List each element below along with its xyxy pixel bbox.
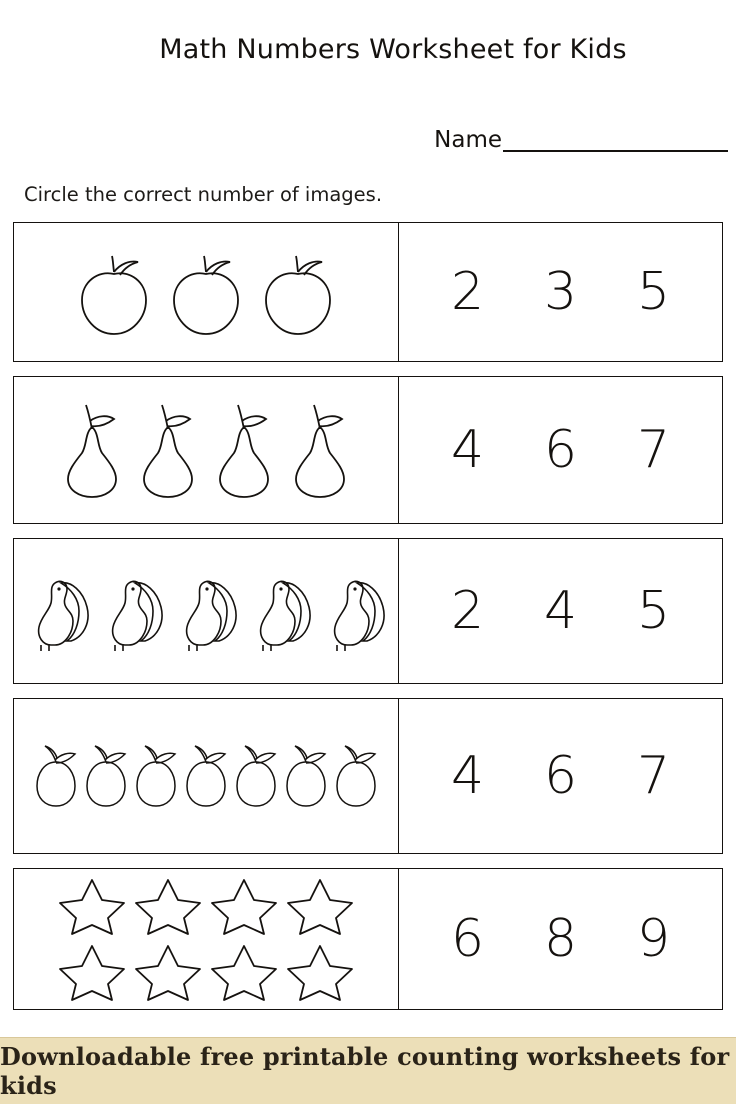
table-row [13, 868, 723, 1010]
option-number[interactable]: 4 [450, 420, 485, 480]
lemon-icon [81, 736, 131, 816]
squirrel-icon [169, 565, 243, 657]
download-banner [0, 1037, 736, 1104]
lemon-group [31, 736, 381, 816]
apple-icon [68, 242, 160, 342]
lemon-icon [231, 736, 281, 816]
pear-icon [282, 395, 358, 505]
options-cell [399, 869, 722, 1009]
apple-icon [252, 242, 344, 342]
images-cell [14, 699, 399, 853]
page-title: Math Numbers Worksheet for Kids [159, 34, 627, 65]
option-number[interactable]: 7 [636, 746, 671, 806]
pear-group [54, 395, 358, 505]
lemon-icon [181, 736, 231, 816]
option-number[interactable]: 4 [450, 746, 485, 806]
option-number[interactable]: 5 [636, 262, 671, 322]
options-cell [399, 223, 722, 361]
squirrel-icon [317, 565, 391, 657]
star-group [56, 874, 356, 1004]
squirrel-icon [95, 565, 169, 657]
star-icon [56, 874, 128, 938]
squirrel-group [21, 565, 391, 657]
option-number[interactable]: 5 [636, 581, 671, 641]
name-input-line[interactable] [503, 128, 728, 152]
question-rows [13, 222, 723, 1024]
images-cell [14, 539, 399, 683]
squirrel-icon [243, 565, 317, 657]
lemon-icon [31, 736, 81, 816]
squirrel-icon [21, 565, 95, 657]
lemon-icon [131, 736, 181, 816]
option-number[interactable]: 6 [543, 746, 578, 806]
option-number[interactable]: 2 [450, 262, 485, 322]
pear-icon [54, 395, 130, 505]
apple-group [68, 242, 344, 342]
option-number[interactable]: 6 [543, 420, 578, 480]
name-label: Name [434, 127, 502, 153]
star-icon [208, 940, 280, 1004]
option-number[interactable]: 2 [450, 581, 485, 641]
table-row [13, 222, 723, 362]
images-cell [14, 223, 399, 361]
option-number[interactable]: 4 [543, 581, 578, 641]
lemon-icon [281, 736, 331, 816]
apple-icon [160, 242, 252, 342]
star-icon [132, 940, 204, 1004]
table-row [13, 698, 723, 854]
lemon-icon [331, 736, 381, 816]
options-cell [399, 377, 722, 523]
option-number[interactable]: 8 [543, 909, 578, 969]
images-cell [14, 377, 399, 523]
pear-icon [206, 395, 282, 505]
banner-text: Downloadable free printable counting worksheets for kids [0, 1042, 730, 1100]
options-cell [399, 539, 722, 683]
pear-icon [130, 395, 206, 505]
table-row [13, 538, 723, 684]
star-icon [56, 940, 128, 1004]
star-icon [284, 940, 356, 1004]
option-number[interactable]: 7 [636, 420, 671, 480]
instruction-text: Circle the correct number of images. [24, 183, 383, 206]
star-icon [132, 874, 204, 938]
option-number[interactable]: 3 [543, 262, 578, 322]
options-cell [399, 699, 722, 853]
star-icon [208, 874, 280, 938]
star-icon [284, 874, 356, 938]
option-number[interactable]: 9 [636, 909, 671, 969]
table-row [13, 376, 723, 524]
images-cell [14, 869, 399, 1009]
option-number[interactable]: 6 [450, 909, 485, 969]
name-field-row [434, 128, 728, 152]
